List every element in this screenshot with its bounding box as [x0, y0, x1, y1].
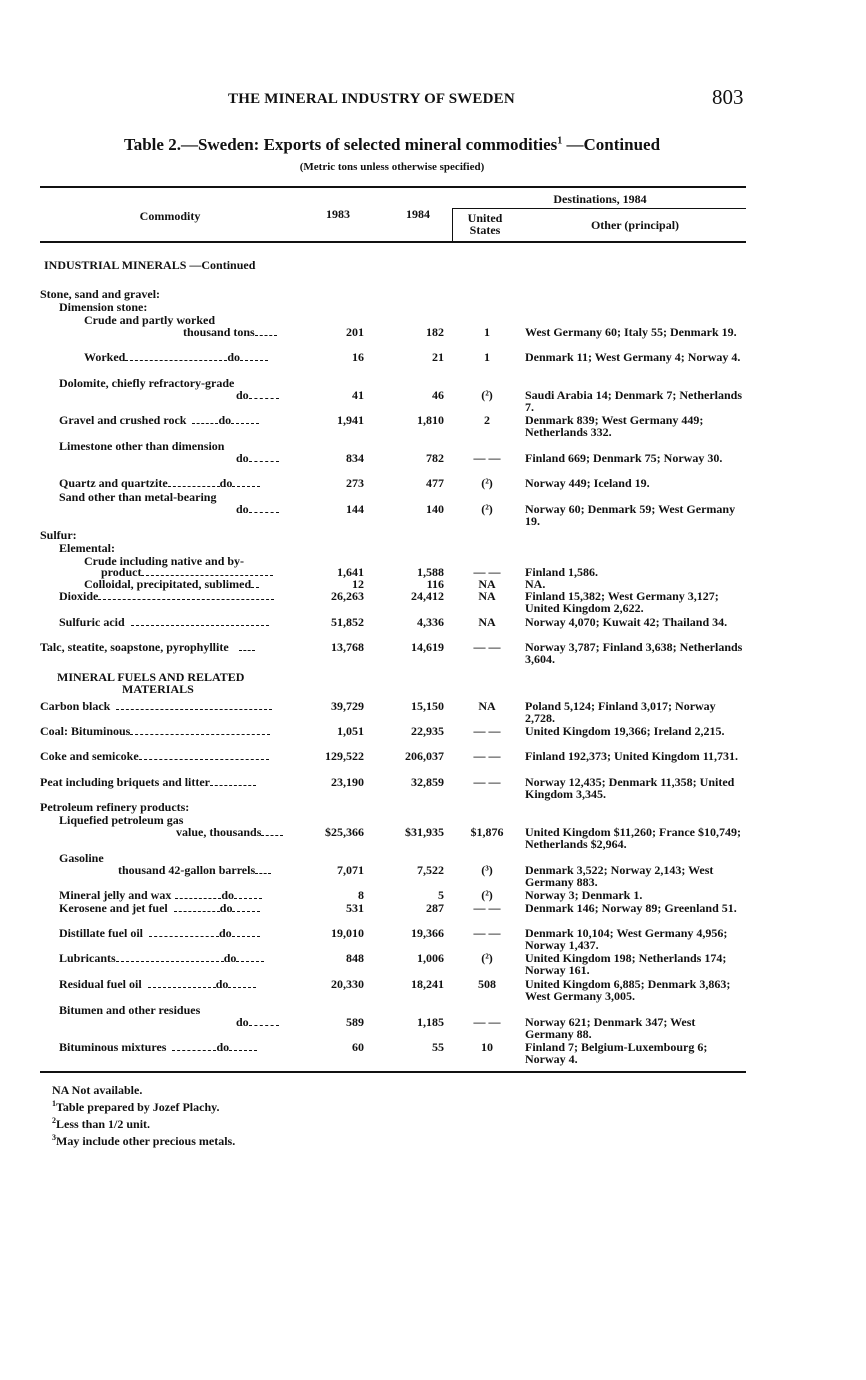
row-label: do — [236, 389, 279, 402]
cell-us: — — — [473, 565, 501, 579]
cell-1984: 1,006 — [417, 951, 444, 965]
cell-us: 1 — [484, 325, 490, 339]
cell-other: West Germany 60; Italy 55; Denmark 19. — [525, 325, 737, 339]
group-heading: Stone, sand and gravel: — [40, 287, 161, 301]
subgroup-heading: Elemental: — [59, 541, 115, 555]
cell-us: — — — [473, 749, 501, 763]
row-label: Quartz and quartzite do — [59, 477, 260, 490]
cell-1983: 1,941 — [337, 413, 364, 427]
row-label: do — [236, 503, 279, 516]
cell-1983: 51,852 — [331, 615, 364, 629]
cell-1983: 201 — [346, 325, 364, 339]
col-commodity: Commodity — [139, 209, 201, 223]
cell-1983: 273 — [346, 476, 364, 490]
cell-1984: 116 — [426, 577, 444, 591]
subgroup-heading: Crude and partly worked — [84, 313, 216, 327]
cell-1983: 12 — [352, 577, 364, 591]
cell-other: Finland 7; Belgium-Luxembourg 6; Norway 4. — [525, 1040, 708, 1066]
cell-us: NA — [478, 589, 496, 603]
cell-other: Norway 4,070; Kuwait 42; Thailand 34. — [525, 615, 728, 629]
cell-1983: 19,010 — [331, 926, 364, 940]
cell-1983: 7,071 — [337, 863, 364, 877]
running-title: THE MINERAL INDUSTRY OF SWEDEN — [228, 91, 515, 107]
cell-1984: 5 — [438, 888, 444, 902]
caption-footnote-mark: 1 — [557, 135, 563, 147]
section-heading: MATERIALS — [122, 682, 194, 696]
cell-1983: 531 — [346, 901, 364, 915]
cell-1984: 477 — [426, 476, 444, 490]
caption-continued: —Continued — [562, 135, 661, 154]
cell-1984: 55 — [432, 1040, 444, 1054]
cell-1983: 144 — [346, 502, 364, 516]
cell-1984: 7,522 — [417, 863, 444, 877]
subgroup-heading: Crude including native and by- — [84, 554, 245, 568]
cell-1984: $31,935 — [405, 825, 444, 839]
cell-us: 2 — [484, 413, 490, 427]
cell-other: Denmark 146; Norway 89; Greenland 51. — [525, 901, 737, 915]
cell-us: — — — [473, 926, 501, 940]
col-united-states: United States — [467, 211, 503, 237]
cell-1983: 23,190 — [331, 775, 364, 789]
cell-1984: 21 — [432, 350, 444, 364]
col-1984: 1984 — [406, 207, 430, 221]
cell-1983: 848 — [346, 951, 364, 965]
cell-other: Norway 3; Denmark 1. — [525, 888, 643, 902]
cell-1984: 14,619 — [411, 640, 444, 654]
cell-1983: 41 — [352, 388, 364, 402]
row-label: Mineral jelly and wax do — [59, 889, 262, 902]
cell-other: NA. — [525, 577, 546, 591]
cell-1983: 16 — [352, 350, 364, 364]
cell-other: Denmark 839; West Germany 449; Netherlands 332. — [525, 413, 704, 439]
cell-us: — — — [473, 775, 501, 789]
table-bottom-rule — [40, 1071, 746, 1073]
cell-1984: 206,037 — [405, 749, 444, 763]
item-heading: Limestone other than dimension — [59, 439, 225, 453]
cell-1984: 18,241 — [411, 977, 444, 991]
cell-other: Denmark 3,522; Norway 2,143; West Germany 883. — [525, 863, 714, 889]
cell-1984: 46 — [432, 388, 444, 402]
cell-us: 1 — [484, 350, 490, 364]
cell-us: NA — [478, 577, 496, 591]
column-divider — [452, 209, 453, 241]
col-1983: 1983 — [326, 207, 350, 221]
cell-other: United Kingdom $11,260; France $10,749; Netherlands $2,964. — [525, 825, 741, 851]
cell-us: NA — [478, 615, 496, 629]
cell-us: — — — [473, 1015, 501, 1029]
table-subcaption: (Metric tons unless otherwise specified) — [299, 161, 485, 173]
cell-us: $1,876 — [470, 825, 504, 839]
row-label: Residual fuel oil do — [59, 978, 256, 991]
cell-1983: 129,522 — [325, 749, 364, 763]
cell-us: (²) — [481, 388, 493, 402]
destinations-rule — [452, 208, 746, 209]
cell-1984: 19,366 — [411, 926, 444, 940]
cell-other: United Kingdom 6,885; Denmark 3,863; West Germany 3,005. — [525, 977, 731, 1003]
row-label: Colloidal, precipitated, sublimed — [84, 578, 259, 591]
group-heading: Petroleum refinery products: — [40, 800, 190, 814]
cell-1984: 1,810 — [417, 413, 444, 427]
cell-1983: 834 — [346, 451, 364, 465]
cell-us: (²) — [481, 888, 493, 902]
cell-other: Saudi Arabia 14; Denmark 7; Netherlands 7. — [525, 388, 743, 414]
cell-other: United Kingdom 198; Netherlands 174; Norway 161. — [525, 951, 727, 977]
cell-us: — — — [473, 640, 501, 654]
cell-1983: 1,051 — [337, 724, 364, 738]
row-label: do — [236, 1016, 279, 1029]
section-heading: MINERAL FUELS AND RELATED — [57, 670, 245, 684]
row-label: do — [236, 452, 279, 465]
row-label: Carbon black — [40, 700, 272, 713]
cell-other: Norway 449; Iceland 19. — [525, 476, 650, 490]
row-label: Talc, steatite, soapstone, pyrophyllite — [40, 641, 255, 654]
cell-us: (³) — [481, 863, 493, 877]
item-heading: Dolomite, chiefly refractory-grade — [59, 376, 235, 390]
cell-1983: 8 — [358, 888, 364, 902]
row-label: Lubricants do — [59, 952, 264, 965]
cell-other: Poland 5,124; Finland 3,017; Norway 2,728. — [525, 699, 716, 725]
row-label: Coal: Bituminous — [40, 725, 270, 738]
cell-other: Norway 3,787; Finland 3,638; Netherlands 3,604. — [525, 640, 743, 666]
cell-1983: 20,330 — [331, 977, 364, 991]
cell-1984: 140 — [426, 502, 444, 516]
cell-other: Norway 621; Denmark 347; West Germany 88. — [525, 1015, 696, 1041]
cell-1983: 13,768 — [331, 640, 364, 654]
cell-us: 508 — [478, 977, 496, 991]
cell-us: 10 — [481, 1040, 493, 1054]
cell-1984: 22,935 — [411, 724, 444, 738]
row-label: Coke and semicoke — [40, 750, 269, 763]
cell-other: Norway 60; Denmark 59; West Germany 19. — [525, 502, 736, 528]
footnote: $^2$Less than 1/2 unit. — [52, 1116, 151, 1131]
row-label: Kerosene and jet fuel do — [59, 902, 260, 915]
cell-other: Finland 15,382; West Germany 3,127; United Kingdom 2,622. — [525, 589, 719, 615]
col-destinations: Destinations, 1984 — [553, 192, 647, 206]
cell-other: Finland 669; Denmark 75; Norway 30. — [525, 451, 723, 465]
cell-1984: 32,859 — [411, 775, 444, 789]
table-caption — [0, 135, 784, 155]
cell-other: United Kingdom 19,366; Ireland 2,215. — [525, 724, 725, 738]
cell-1984: 15,150 — [411, 699, 444, 713]
row-label: value, thousands — [176, 826, 283, 839]
row-label: Worked do — [84, 351, 268, 364]
cell-us: (²) — [481, 476, 493, 490]
row-label: Sulfuric acid — [59, 616, 269, 629]
cell-1984: 287 — [426, 901, 444, 915]
footnotes — [52, 1080, 235, 1148]
cell-us: (²) — [481, 951, 493, 965]
group-heading: Sulfur: — [40, 528, 77, 542]
header-bottom-rule — [40, 241, 746, 243]
cell-us: — — — [473, 451, 501, 465]
cell-1983: 39,729 — [331, 699, 364, 713]
cell-1984: 4,336 — [417, 615, 444, 629]
cell-us: — — — [473, 724, 501, 738]
cell-us: — — — [473, 901, 501, 915]
page-number: 803 — [712, 85, 744, 109]
cell-other: Denmark 10,104; West Germany 4,956; Norway 1,437. — [525, 926, 728, 952]
row-label: Gravel and crushed rock do — [59, 414, 259, 427]
row-label: Bituminous mixtures do — [59, 1041, 257, 1054]
cell-other: Denmark 11; West Germany 4; Norway 4. — [525, 350, 741, 364]
footnote: $^3$May include other precious metals. — [52, 1133, 236, 1148]
cell-us: (²) — [481, 502, 493, 516]
row-label: thousand tons — [183, 326, 277, 339]
item-heading: Sand other than metal-bearing — [59, 490, 217, 504]
cell-1984: 1,185 — [417, 1015, 444, 1029]
cell-1983: $25,366 — [325, 825, 364, 839]
subgroup-heading: Liquefied petroleum gas — [59, 813, 184, 827]
row-label: thousand 42-gallon barrels — [118, 864, 271, 877]
cell-1984: 782 — [426, 451, 444, 465]
cell-1984: 1,588 — [417, 565, 444, 579]
row-label: Dioxide — [59, 590, 274, 603]
cell-1984: 24,412 — [411, 589, 444, 603]
cell-1983: 60 — [352, 1040, 364, 1054]
subgroup-heading: Dimension stone: — [59, 300, 148, 314]
col-other-principal: Other (principal) — [590, 218, 680, 232]
cell-us: NA — [478, 699, 496, 713]
footnote: NA Not available. — [52, 1083, 143, 1097]
cell-other: Norway 12,435; Denmark 11,358; United Kingdom 3,345. — [525, 775, 735, 801]
caption-title: Table 2.—Sweden: Exports of selected mineral commodities — [123, 135, 558, 154]
section-heading: INDUSTRIAL MINERALS —Continued — [44, 258, 256, 272]
footnote: $^1$Table prepared by Jozef Plachy. — [52, 1099, 220, 1114]
cell-1983: 589 — [346, 1015, 364, 1029]
cell-1984: 182 — [426, 325, 444, 339]
cell-other: Finland 192,373; United Kingdom 11,731. — [525, 749, 739, 763]
subgroup-heading: Gasoline — [59, 851, 104, 865]
item-heading: Bitumen and other residues — [59, 1003, 201, 1017]
row-label: Peat including briquets and litter — [40, 776, 256, 789]
row-label: Distillate fuel oil do — [59, 927, 260, 940]
cell-1983: 26,263 — [331, 589, 364, 603]
cell-other: Finland 1,586. — [525, 565, 599, 579]
cell-1983: 1,641 — [337, 565, 364, 579]
top-rule — [40, 186, 746, 188]
row-label: product — [101, 566, 273, 579]
